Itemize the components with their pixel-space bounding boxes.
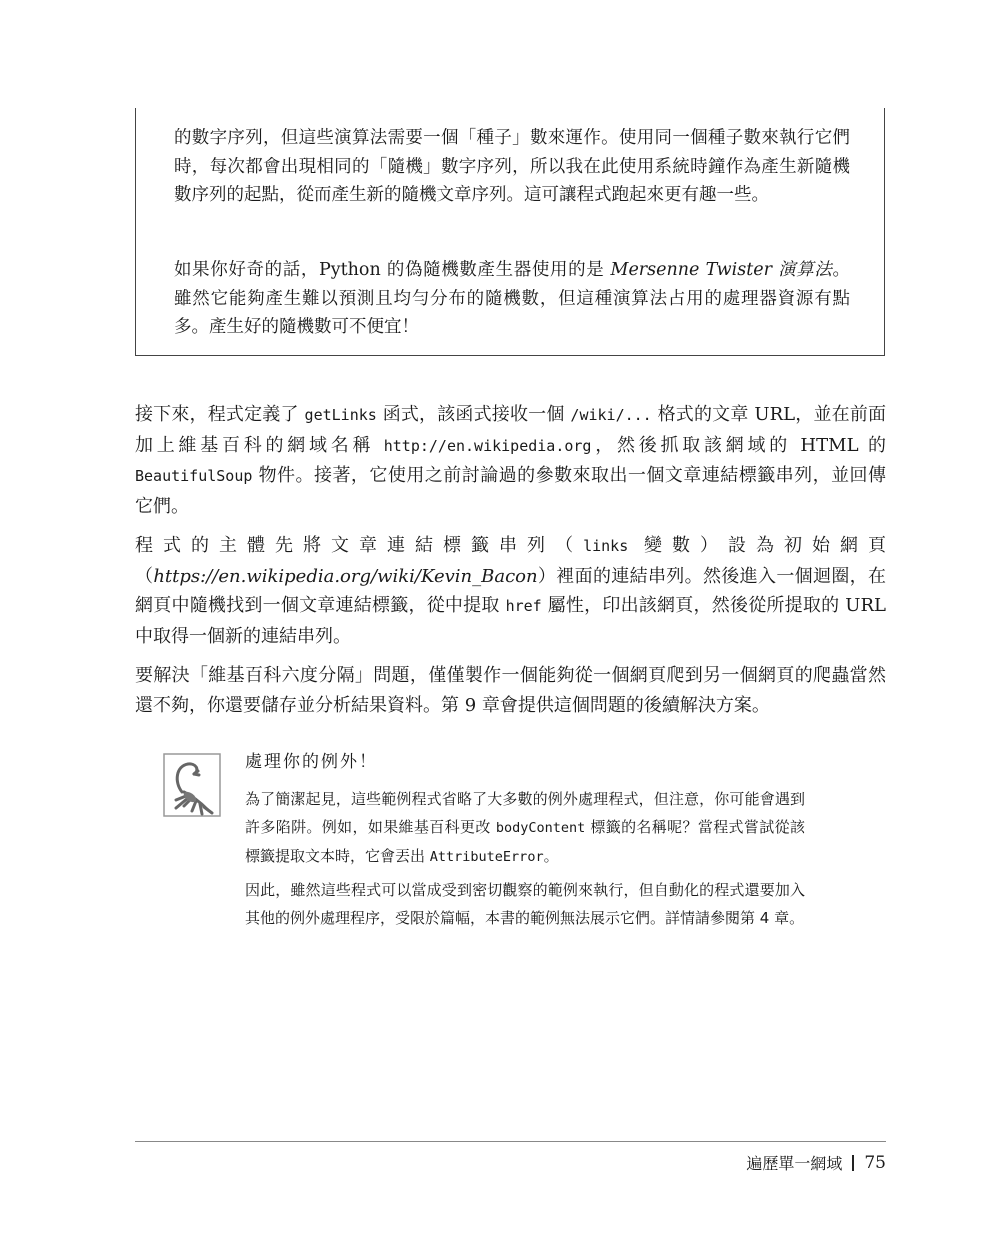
footer-separator (852, 1155, 854, 1171)
code-attributeerror: AttributeError (429, 849, 544, 865)
code-wiki-path: /wiki/... (570, 406, 652, 424)
url-kevin-bacon: https://en.wikipedia.org/wiki/Kevin_Bacon (153, 565, 538, 587)
code-href: href (505, 597, 542, 615)
code-domain: http://en.wikipedia.org (383, 436, 592, 455)
paragraph-getlinks: 接下來，程式定義了 getLinks 函式，該函式接收一個 /wiki/... 格式的文章 URL，並在前面加上維基百科的網域名稱 http://en.wikipedia.org，然後抓取該網域的 HTML 的 BeautifulSoup 物件。接著，它使用之前討論過的參數來取出一個文章連結標籤串列，並回傳它們。 (135, 404, 886, 517)
code-bodycontent: bodyContent (495, 820, 586, 836)
sidebar-box (135, 108, 885, 356)
sidebar-paragraph-1: 的數字序列，但這些演算法需要一個「種子」數來運作。使用同一個種子數來執行它們時，每次都會出現相同的「隨機」數字序列，所以我在此使用系統時鐘作為產生新隨機數序列的起點，從而產生新的隨機文章序列。這可讓程式跑起來更有趣一些。 (174, 128, 850, 205)
note-paragraph-2: 因此，雖然這些程式可以當成受到密切觀察的範例來執行，但自動化的程式還要加入其他的例外處理程序，受限於篇幅，本書的範例無法展示它們。詳情請參閱第 4 章。 (245, 881, 805, 927)
paragraph-main-loop: 程式的主體先將文章連結標籤串列（links 變數）設為初始網頁（https://en.wikipedia.org/wiki/Kevin_Bacon）裡面的連結串列。然後進入一個迴圈，在網頁中隨機找到一個文章連結標籤，從中提取 href 屬性，印出該網頁，然後從所提取的 URL 中取得一個新的連結串列。 (135, 535, 887, 647)
scorpion-icon (162, 752, 222, 818)
sidebar-paragraph-2: 如果你好奇的話，Python 的偽隨機數產生器使用的是 Mersenne Twister 演算法。雖然它能夠產生難以預測且均勻分布的隨機數，但這種演算法占用的處理器資源有點多。產生好的隨機數可不便宜！ (174, 260, 850, 337)
running-section-title: 遍歷單一網域 (746, 1154, 843, 1173)
code-getlinks: getLinks (304, 406, 377, 424)
footer-rule (135, 1141, 886, 1142)
code-links: links (583, 537, 629, 555)
note-title: 處理你的例外！ (245, 752, 378, 772)
paragraph-six-degrees: 要解決「維基百科六度分隔」問題，僅僅製作一個能夠從一個網頁爬到另一個網頁的爬蟲當然還不夠，你還要儲存並分析結果資料。第 9 章會提供這個問題的後續解決方案。 (135, 665, 886, 716)
note-paragraph-1: 為了簡潔起見，這些範例程式省略了大多數的例外處理程式，但注意，你可能會遇到許多陷阱。例如，如果維基百科更改 bodyContent 標籤的名稱呢？當程式嘗試從該標籤提取文本時，它會丟出 AttributeError。 (245, 790, 805, 865)
algorithm-name: Mersenne Twister 演算法 (610, 260, 833, 280)
code-beautifulsoup: BeautifulSoup (135, 467, 253, 485)
page-footer (746, 1151, 886, 1174)
page-number: 75 (864, 1152, 886, 1173)
